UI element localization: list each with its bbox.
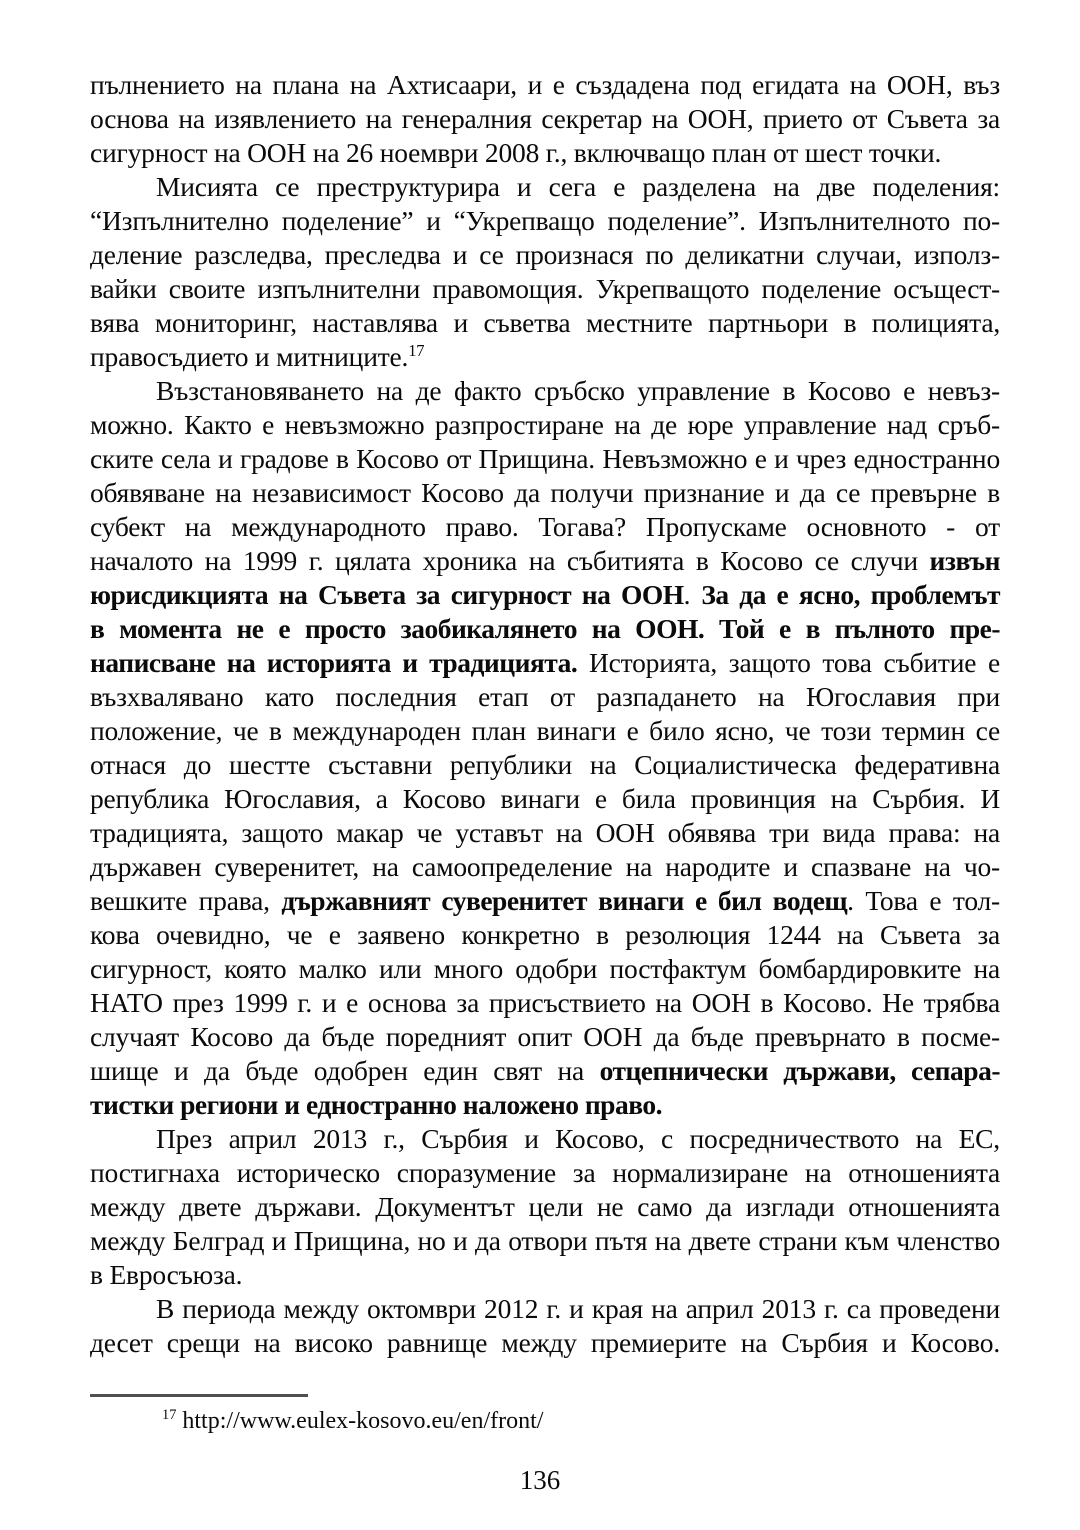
page-number: 136 <box>519 1465 561 1495</box>
text-line <box>90 1258 1000 1292</box>
text-run: между двете държави. Документът цели не само да изглади отношенията <box>90 1191 1000 1222</box>
text-line <box>90 272 1000 306</box>
text-run: През април 2013 г., Сърбия и Косово, с посредничеството на ЕС, <box>156 1123 1000 1154</box>
text-run: ските села и градове в Косово от Прищина. Невъзможно е и чрез едностранно <box>90 443 1000 474</box>
text-run: постигнаха историческо споразумение за нормализиране на отношенията <box>90 1157 1000 1188</box>
text-line <box>90 748 1000 782</box>
text-run: Мисията се преструктурира и сега е разделена на две поделения: <box>156 171 1000 202</box>
footnote-text: http://www.eulex-kosovo.eu/en/front/ <box>182 1408 544 1434</box>
text-line <box>90 782 1000 816</box>
text-run: вява мониторинг, наставлява и съветва местните партньори в полицията, <box>90 307 1000 338</box>
text-run: основа на изявлението на генералния секретар на ООН, прието от Съвета за <box>90 103 1000 134</box>
text-run: сигурност, която малко или много одобри постфактум бомбардировките на <box>90 953 1000 984</box>
text-run: “Изпълнително поделение” и “Укрепващо поделение”. Изпълнителното по- <box>90 205 1000 236</box>
text-run: кова очевидно, че е заявено конкретно в резолюция 1244 на Съвета за <box>90 919 1000 950</box>
text-run: десет срещи на високо равнище между премиерите на Сърбия и Косово. <box>90 1327 1000 1358</box>
text-line <box>90 646 1000 680</box>
text-run: Възстановяването на де факто сръбско управление в Косово е невъз- <box>156 375 1000 406</box>
text-run: правосъдието и митниците. <box>90 341 409 372</box>
text-line <box>90 544 1000 578</box>
text-line <box>90 136 1000 170</box>
text-run: шище и да бъде одобрен един свят на <box>90 1055 600 1086</box>
text-run: вешките права, <box>90 885 282 916</box>
text-run: случаят Косово да бъде поредният опит ООН да бъде превърнато в посме- <box>90 1021 1000 1052</box>
text-line <box>90 578 1000 612</box>
text-line <box>90 442 1000 476</box>
bold-text-run: в момента не е просто заобикалянето на ООН. Той е в пълното пре- <box>90 613 1000 644</box>
bold-text-run: тистки региони и едностранно наложено право. <box>90 1089 663 1120</box>
text-line <box>90 340 1000 374</box>
text-run: пълнението на плана на Ахтисаари, и е създадена под егидата на ООН, въз <box>90 69 1000 100</box>
footnote-ref: 17 <box>408 340 425 360</box>
text-run: субект на международното право. Тогава? Пропускаме основното - от <box>90 511 1000 542</box>
text-line <box>90 1190 1000 1224</box>
text-line <box>90 1224 1000 1258</box>
text-line <box>90 102 1000 136</box>
footnote-marker: 17 <box>162 1407 177 1423</box>
text-line <box>90 306 1000 340</box>
text-run: началото на 1999 г. цялата хроника на събитията в Косово се случи <box>90 545 930 576</box>
text-line <box>90 1020 1000 1054</box>
text-line <box>90 612 1000 646</box>
bold-text-run: За да е ясно, проблемът <box>701 579 1000 610</box>
text-line <box>90 952 1000 986</box>
text-line <box>90 918 1000 952</box>
text-line <box>90 1292 1000 1326</box>
document-body <box>90 68 1000 1360</box>
bold-text-run: държавният суверенитет винаги е бил водещ <box>281 885 848 916</box>
text-line <box>90 204 1000 238</box>
text-line <box>90 884 1000 918</box>
text-line <box>90 476 1000 510</box>
bold-text-run: написване на историята и традицията. <box>90 647 578 678</box>
text-run: обявяване на независимост Косово да получи признание и да се превърне в <box>90 477 1000 508</box>
text-line <box>90 238 1000 272</box>
text-run: НАТО през 1999 г. и е основа за присъствието на ООН в Косово. Не трябва <box>90 987 1000 1018</box>
text-run: държавен суверенитет, на самоопределение на народите и спазване на чо- <box>90 851 1000 882</box>
text-run: сигурност на ООН на 26 ноември 2008 г., включващо план от шест точки. <box>90 137 942 168</box>
text-run: положение, че в международен план винаги е било ясно, че този термин се <box>90 715 1000 746</box>
text-line <box>90 170 1000 204</box>
text-run: Историята, защото това събитие е <box>577 647 1000 678</box>
text-line <box>90 510 1000 544</box>
bold-text-run: извън <box>929 545 1000 576</box>
footnote <box>90 1406 1000 1436</box>
text-run: деление разследва, преследва и се произнася по деликатни случаи, използ- <box>90 239 1000 270</box>
text-run: традицията, защото макар че уставът на ООН обявява три вида права: на <box>90 817 1000 848</box>
text-run: можно. Както е невъзможно разпростиране на де юре управление над сръб- <box>90 409 1000 440</box>
bold-text-run: юрисдикцията на Съвета за сигурност на ООН <box>90 579 684 610</box>
text-line <box>90 850 1000 884</box>
text-line <box>90 1088 1000 1122</box>
text-run: възхвалявано като последния етап от разпадането на Югославия при <box>90 681 1000 712</box>
text-line <box>90 816 1000 850</box>
text-run: в Евросъюза. <box>90 1259 243 1290</box>
text-line <box>90 1122 1000 1156</box>
text-line <box>90 374 1000 408</box>
text-run: . Това е тол- <box>847 885 1001 916</box>
text-run: В периода между октомври 2012 г. и края на април 2013 г. са проведени <box>156 1293 1000 1324</box>
footnote-separator <box>90 1394 308 1397</box>
text-line <box>90 680 1000 714</box>
text-line <box>90 1054 1000 1088</box>
text-line <box>90 1156 1000 1190</box>
bold-text-run: отцепнически държави, сепара- <box>599 1055 1000 1086</box>
text-run: отнася до шестте съставни републики на Социалистическа федеративна <box>90 749 1000 780</box>
text-line <box>90 1326 1000 1360</box>
text-run: . <box>683 579 702 610</box>
text-run: вайки своите изпълнителни правомощия. Укрепващото поделение осъщест- <box>90 273 1000 304</box>
text-run: между Белград и Прищина, но и да отвори пътя на двете страни към членство <box>90 1225 1000 1256</box>
text-line <box>90 68 1000 102</box>
text-line <box>90 408 1000 442</box>
text-line <box>90 986 1000 1020</box>
text-line <box>90 714 1000 748</box>
text-run: република Югославия, а Косово винаги е била провинция на Сърбия. И <box>90 783 1000 814</box>
